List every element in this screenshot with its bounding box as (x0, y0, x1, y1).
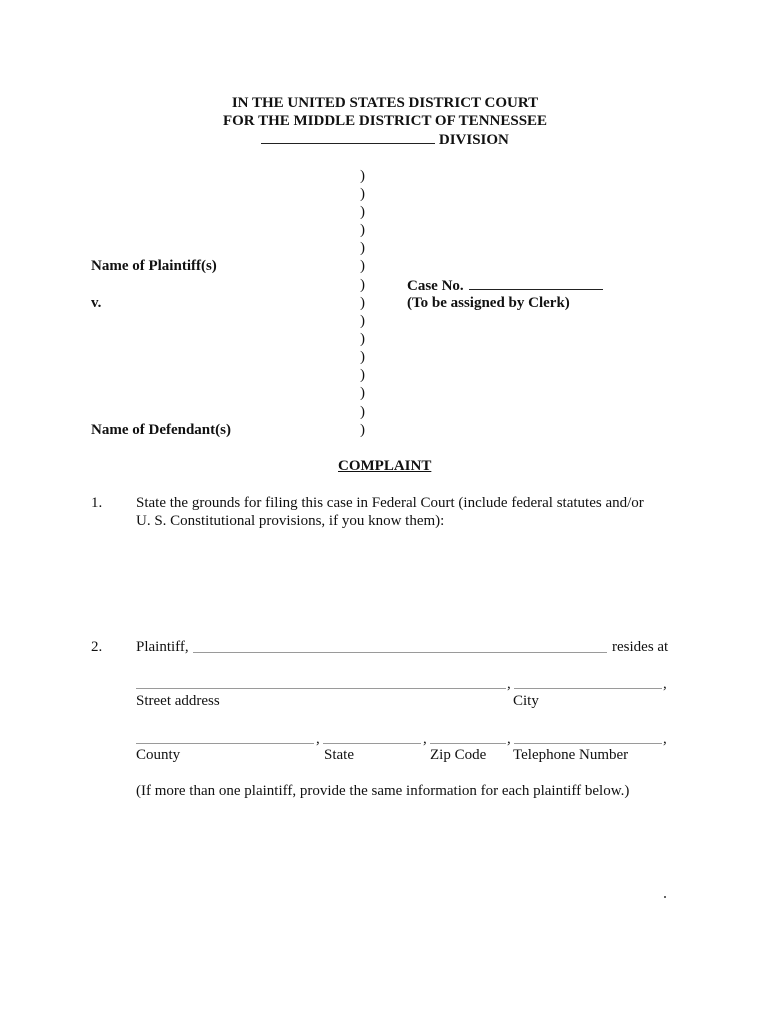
versus-label: v. (91, 295, 102, 311)
caption-paren: ) (360, 422, 365, 438)
division-label: DIVISION (438, 132, 509, 148)
street-address-field[interactable] (136, 688, 506, 689)
county-label: County (136, 747, 181, 763)
resides-at-label: resides at (612, 639, 669, 655)
caption-paren: ) (360, 385, 365, 401)
telephone-field[interactable] (514, 743, 662, 744)
caption-paren: ) (360, 295, 365, 311)
plaintiff-name-label: Name of Plaintiff(s) (91, 258, 217, 274)
caption-paren: ) (360, 222, 365, 238)
caption-paren: ) (360, 168, 365, 184)
item-2-number: 2. (91, 639, 103, 655)
caption-paren: ) (360, 204, 365, 220)
item-1-text-line-1: State the grounds for filing this case in Federal Court (include federal statutes and/or (136, 495, 644, 511)
state-field[interactable] (323, 743, 421, 744)
caption-paren: ) (360, 277, 365, 293)
division-blank[interactable] (261, 130, 435, 144)
caption-paren: ) (360, 367, 365, 383)
caption-paren: ) (360, 240, 365, 256)
zip-code-field[interactable] (430, 743, 506, 744)
telephone-label: Telephone Number (513, 747, 629, 763)
caption-paren: ) (360, 313, 365, 329)
caption-paren: ) (360, 258, 365, 274)
item-1-text-line-2: U. S. Constitutional provisions, if you know them): (136, 513, 445, 529)
defendant-name-label: Name of Defendant(s) (91, 422, 231, 438)
zip-code-label: Zip Code (430, 747, 487, 763)
city-field[interactable] (514, 688, 662, 689)
court-title-line-2: FOR THE MIDDLE DISTRICT OF TENNESSEE (222, 113, 548, 129)
caption-paren: ) (360, 186, 365, 202)
multiple-plaintiffs-note: (If more than one plaintiff, provide the same information for each plaintiff below.) (136, 783, 630, 799)
comma-separator: , (423, 731, 427, 747)
comma-separator: , (663, 676, 667, 692)
caption-paren: ) (360, 349, 365, 365)
case-number-label: Case No. (407, 278, 464, 294)
city-label: City (513, 693, 539, 709)
comma-separator: , (507, 731, 511, 747)
case-number-blank[interactable] (469, 276, 603, 290)
caption-paren: ) (360, 404, 365, 420)
case-number-row (407, 276, 603, 295)
comma-separator: , (316, 731, 320, 747)
comma-separator: , (507, 676, 511, 692)
comma-separator: , (663, 731, 667, 747)
division-line (0, 130, 770, 149)
county-field[interactable] (136, 743, 314, 744)
caption-paren: ) (360, 331, 365, 347)
assigned-by-clerk-note: (To be assigned by Clerk) (407, 295, 570, 311)
complaint-title: COMPLAINT (338, 458, 432, 474)
stray-mark (664, 896, 666, 898)
item-1-number: 1. (91, 495, 103, 511)
street-address-label: Street address (136, 693, 220, 709)
plaintiff-label: Plaintiff, (136, 639, 189, 655)
plaintiff-name-field[interactable] (193, 652, 607, 653)
court-title-line-1: IN THE UNITED STATES DISTRICT COURT (231, 95, 539, 111)
state-label: State (324, 747, 354, 763)
